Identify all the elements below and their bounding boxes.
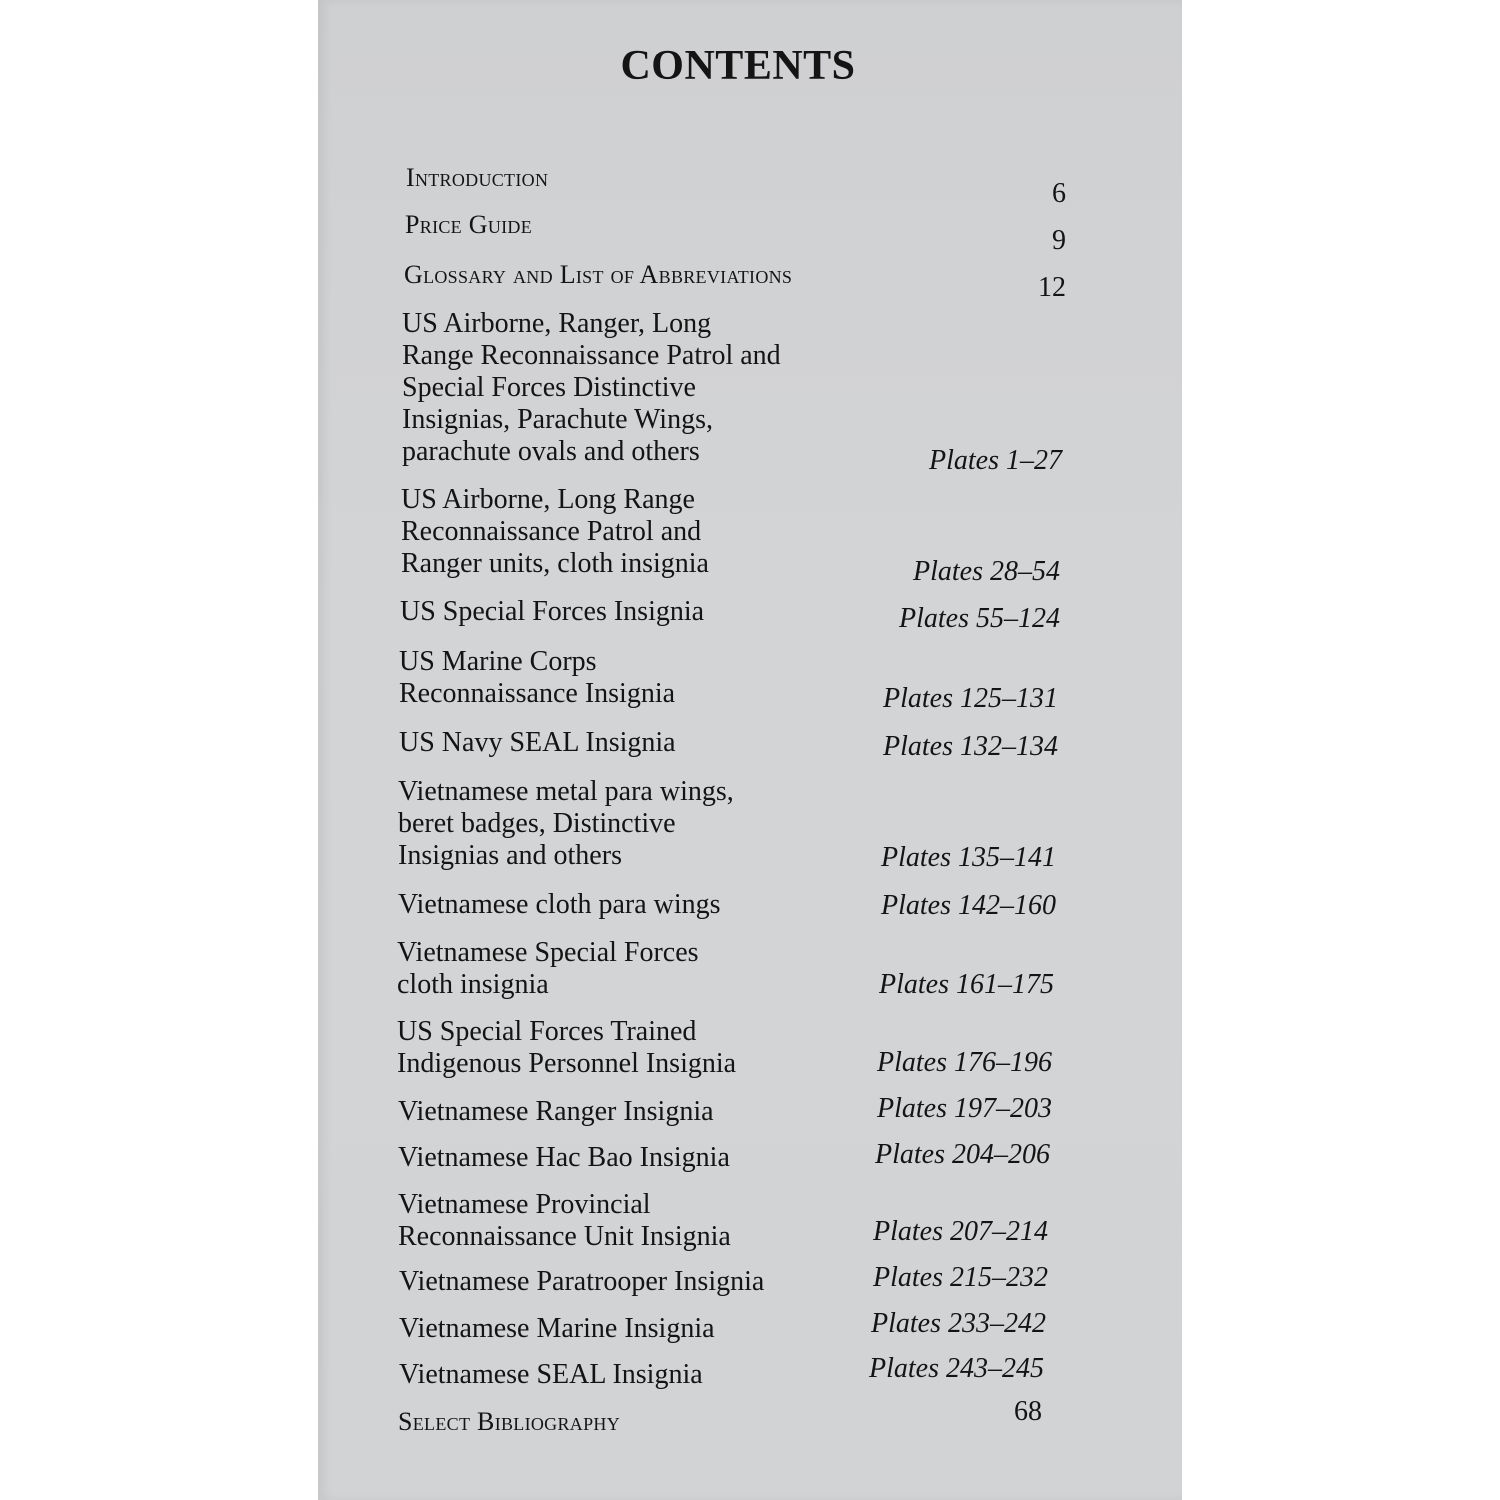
toc-entry-plates: Plates 161–175 xyxy=(879,969,1054,1000)
toc-entry-plates: Plates 125–131 xyxy=(883,683,1058,714)
toc-entry-label: Vietnamese metal para wings, beret badges, Distinctive Insignias and others xyxy=(398,776,734,871)
toc-entry-page: 12 xyxy=(1038,272,1066,303)
toc-entry-label: US Airborne, Ranger, Long Range Reconnaissance Patrol and Special Forces Distinctive Insignias, Parachute Wings, parachute ovals and others xyxy=(402,308,781,467)
toc-entry-plates: Plates 28–54 xyxy=(913,556,1060,587)
page-title: CONTENTS xyxy=(620,43,856,89)
toc-entry-plates: Plates 207–214 xyxy=(873,1216,1048,1247)
toc-entry-label: US Special Forces Trained Indigenous Personnel Insignia xyxy=(397,1016,737,1079)
toc-entry-page: 68 xyxy=(1014,1396,1042,1427)
toc-entry-label: Glossary and List of Abbreviations xyxy=(404,260,793,289)
toc-entry-plates: Plates 233–242 xyxy=(871,1308,1046,1339)
toc-entry-label: Vietnamese Marine Insignia xyxy=(399,1313,715,1344)
toc-entry-label: US Special Forces Insignia xyxy=(400,596,705,627)
toc-entry-label: Vietnamese Ranger Insignia xyxy=(398,1096,714,1127)
toc-entry-plates: Plates 215–232 xyxy=(873,1262,1048,1293)
toc-entry-label: Select Bibliography xyxy=(398,1407,620,1436)
toc-entry-plates: Plates 132–134 xyxy=(883,731,1058,762)
toc-entry-label: Vietnamese cloth para wings xyxy=(398,889,721,920)
toc-entry-label: Price Guide xyxy=(405,210,533,239)
toc-entry-label: US Airborne, Long Range Reconnaissance Patrol and Ranger units, cloth insignia xyxy=(401,484,709,579)
toc-entry-plates: Plates 142–160 xyxy=(881,890,1056,921)
toc-entry-label: Vietnamese Hac Bao Insignia xyxy=(398,1142,730,1173)
toc-entry-page: 9 xyxy=(1052,225,1066,256)
toc-entry-plates: Plates 197–203 xyxy=(877,1093,1052,1124)
toc-entry-plates: Plates 243–245 xyxy=(869,1353,1044,1384)
toc-entry-label: Vietnamese Special Forces cloth insignia xyxy=(397,937,699,1000)
toc-entry-plates: Plates 55–124 xyxy=(899,603,1060,634)
toc-entry-plates: Plates 135–141 xyxy=(881,842,1056,873)
toc-entry-label: Introduction xyxy=(406,163,549,192)
toc-entry-label: Vietnamese Paratrooper Insignia xyxy=(399,1266,765,1297)
toc-entry-label: Vietnamese Provincial Reconnaissance Unit Insignia xyxy=(398,1189,731,1252)
book-page xyxy=(318,0,1182,1500)
toc-entry-plates: Plates 204–206 xyxy=(875,1139,1050,1170)
toc-entry-label: Vietnamese SEAL Insignia xyxy=(399,1359,703,1390)
toc-entry-plates: Plates 1–27 xyxy=(929,445,1062,476)
toc-entry-page: 6 xyxy=(1052,178,1066,209)
toc-entry-label: US Navy SEAL Insignia xyxy=(399,727,676,758)
toc-entry-label: US Marine Corps Reconnaissance Insignia xyxy=(399,646,676,709)
toc-entry-plates: Plates 176–196 xyxy=(877,1047,1052,1078)
